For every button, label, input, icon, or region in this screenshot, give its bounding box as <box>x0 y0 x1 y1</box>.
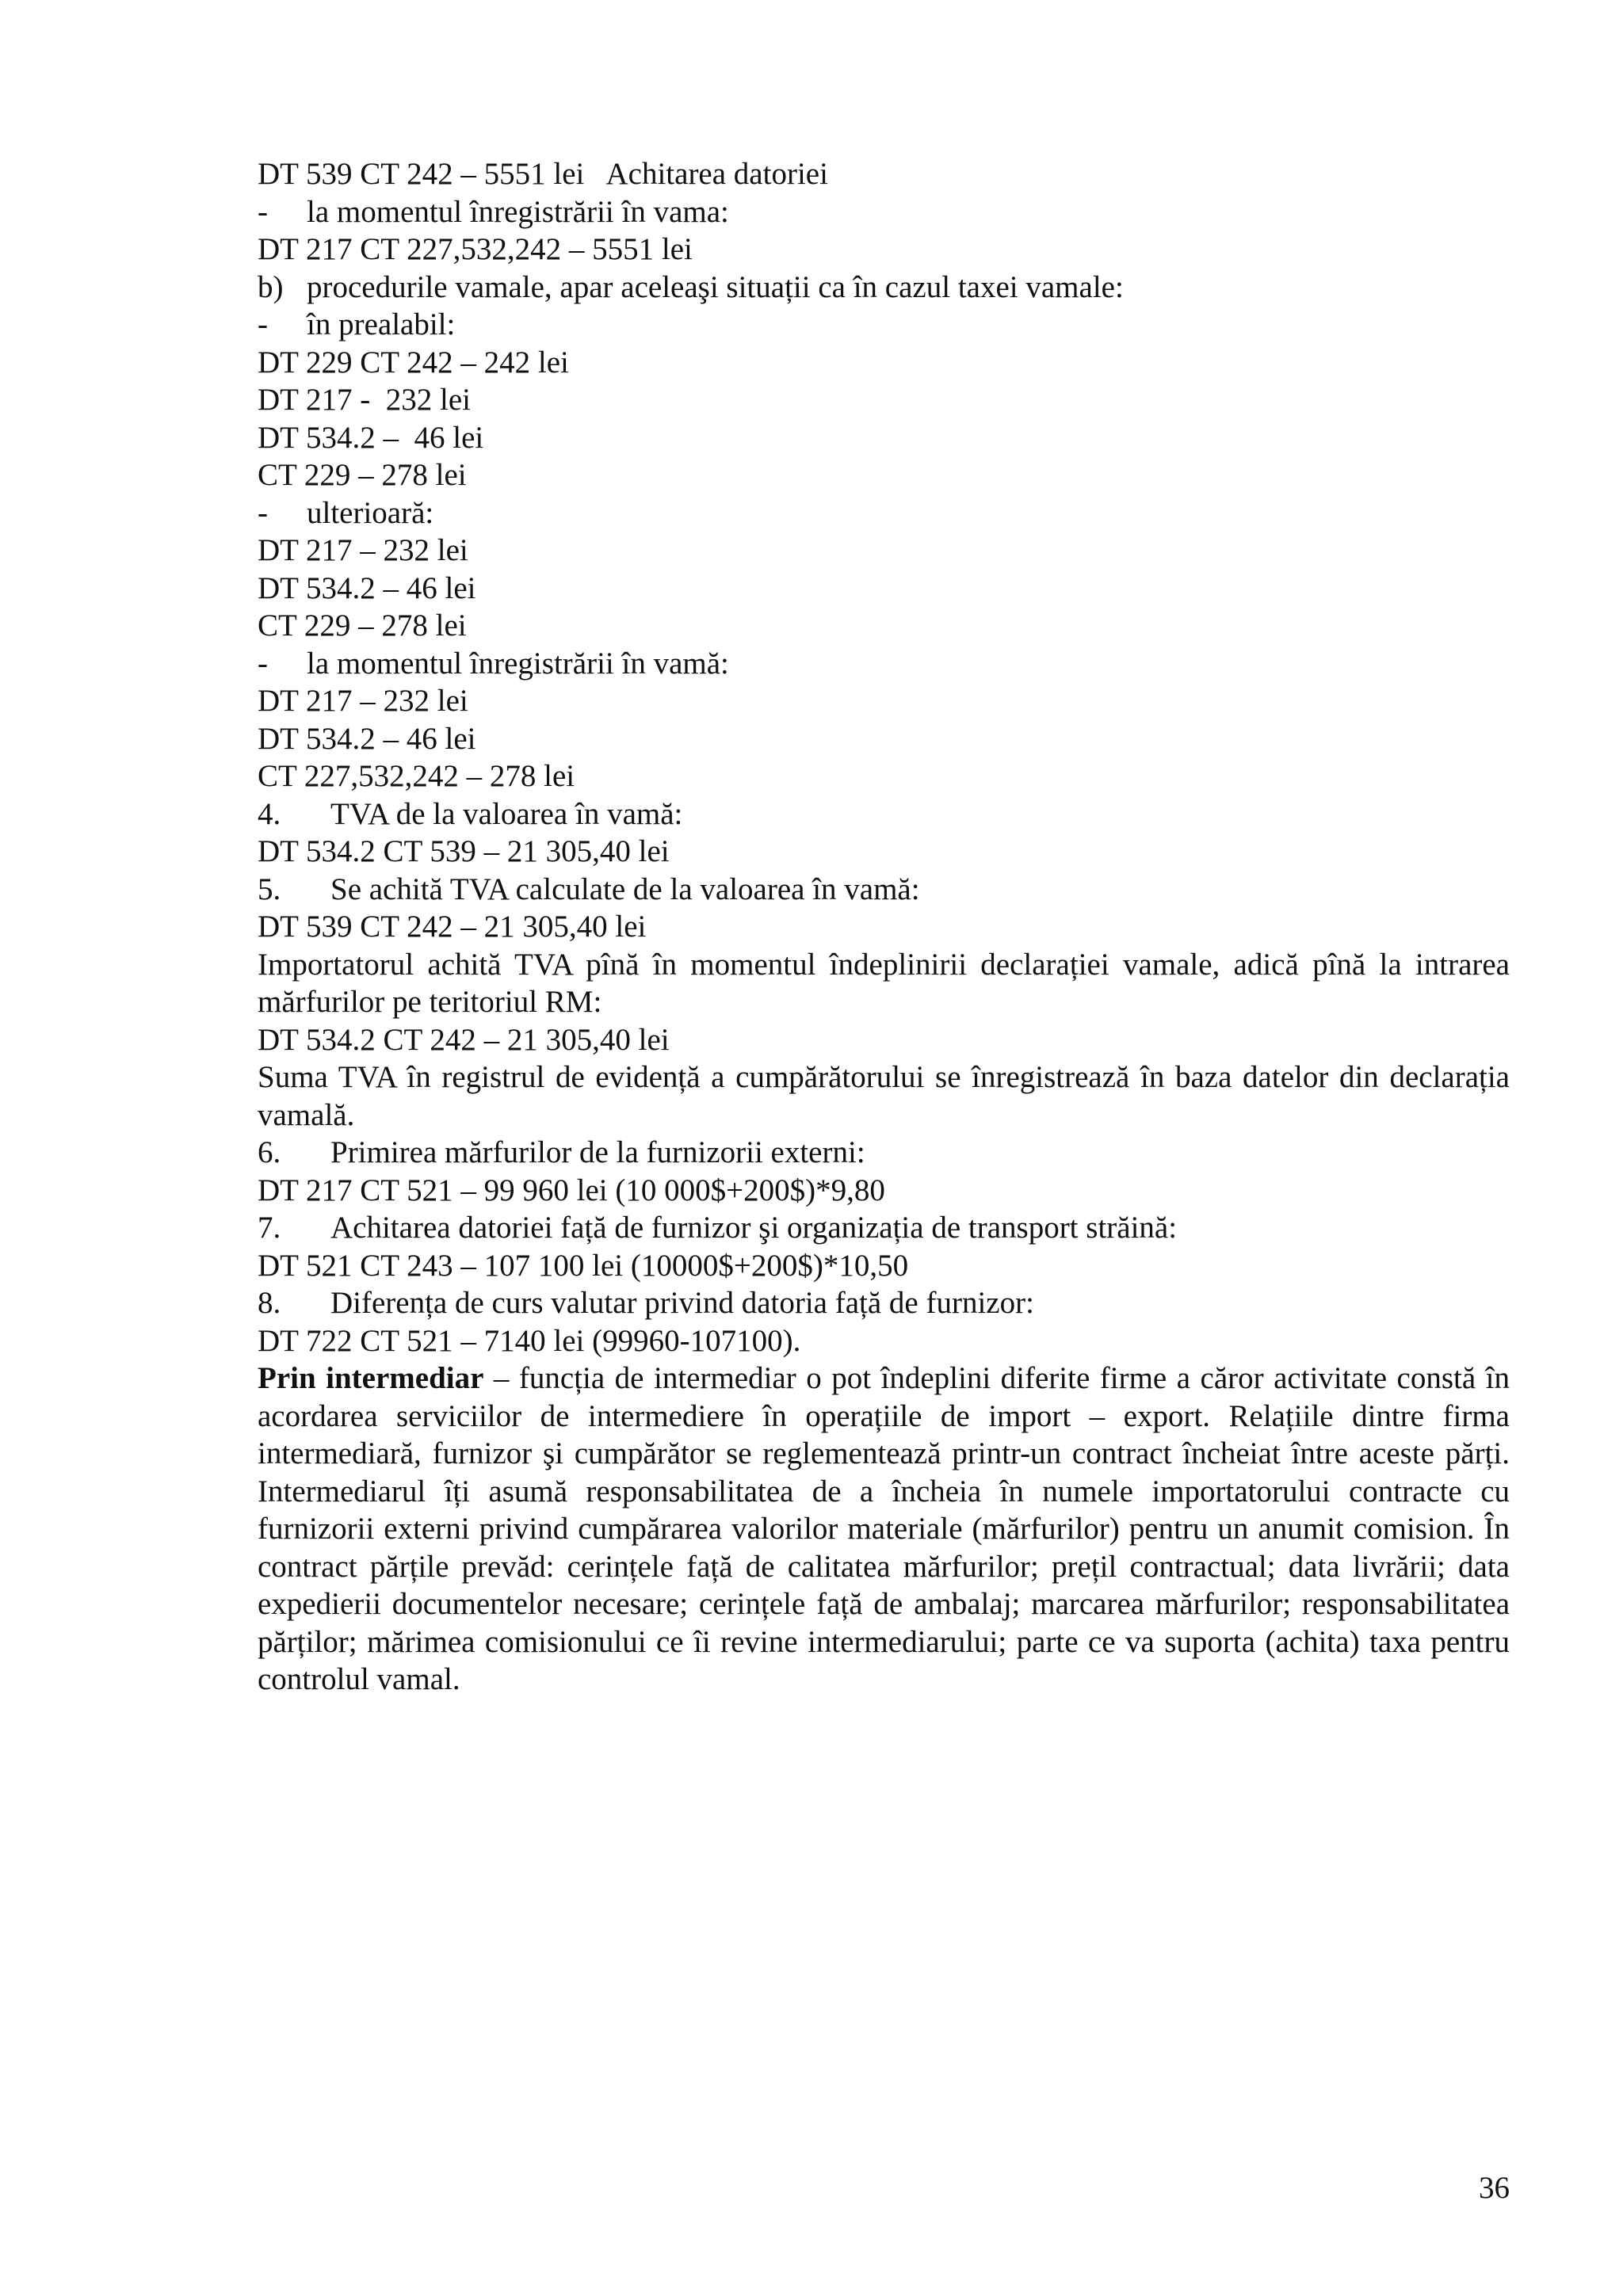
list-item <box>258 193 1510 231</box>
text-line: DT 722 CT 521 – 7140 lei (99960-107100). <box>258 1323 801 1358</box>
paragraph: Importatorul achită TVA pînă în momentul îndeplinirii declarației vamale, adică pînă la intrarea mărfurilor pe teritoriul RM: <box>258 947 1510 1019</box>
text-line: DT 539 CT 242 – 5551 lei Achitarea datoriei <box>258 157 828 191</box>
letter-marker: b) <box>258 269 284 304</box>
list-item-text: la momentul înregistrării în vama: <box>307 194 729 229</box>
text-line: DT 539 CT 242 – 21 305,40 lei <box>258 910 647 944</box>
text-line: DT 217 - 232 lei <box>258 383 472 417</box>
list-item <box>258 494 1510 532</box>
text-line: DT 217 CT 521 – 99 960 lei (10 000$+200$)*9,80 <box>258 1173 885 1207</box>
numbered-item-text: Achitarea datoriei față de furnizor şi organizația de transport străină: <box>330 1211 1178 1245</box>
numbered-item <box>258 871 1510 909</box>
paragraph-text: – funcția de intermediar o pot îndeplini diferite firme a căror activitate constă în acordarea serviciilor de intermediere în operațiile de import – export. Relațiile dintre firma intermediară, furnizor şi cumpărător se reglementează printr-un contract încheiat între aceste părți. Intermediarul îți asumă responsabilitatea de a încheia în numele importatorului contracte cu furnizorii externi privind cumpărarea valorilor materiale (mărfurilor) pentru un anumit comision. În contract părțile prevăd: cerințele față de calitatea mărfurilor; prețil contractual; data livrării; data expedierii documentelor necesare; cerințele față de ambalaj; marcarea mărfurilor; responsabilitatea părților; mărimea comisionului ce îi revine intermediarului; parte ce va suporta (achita) taxa pentru controlul vamal. <box>258 1361 1510 1696</box>
number-marker: 7. <box>258 1211 281 1245</box>
text-line: CT 227,532,242 – 278 lei <box>258 759 575 793</box>
text-line: CT 229 – 278 lei <box>258 458 467 492</box>
text-line: CT 229 – 278 lei <box>258 608 467 643</box>
dash-marker: - <box>258 646 268 681</box>
list-item-text: în prealabil: <box>307 307 456 341</box>
text-line: DT 534.2 – 46 lei <box>258 721 476 756</box>
numbered-item-text: Diferența de curs valutar privind datoria față de furnizor: <box>330 1286 1034 1320</box>
dash-marker: - <box>258 495 268 530</box>
dash-marker: - <box>258 307 268 341</box>
number-marker: 6. <box>258 1135 281 1169</box>
text-line: DT 217 – 232 lei <box>258 684 468 718</box>
list-item <box>258 306 1510 344</box>
list-item-text: procedurile vamale, apar aceleaşi situații ca în cazul taxei vamale: <box>307 269 1124 304</box>
text-line: DT 534.2 CT 242 – 21 305,40 lei <box>258 1022 670 1057</box>
list-item <box>258 269 1510 307</box>
number-marker: 8. <box>258 1286 281 1320</box>
list-item-text: ulterioară: <box>307 495 434 530</box>
number-marker: 4. <box>258 796 281 831</box>
text-line: DT 229 CT 242 – 242 lei <box>258 345 569 379</box>
page-body <box>258 155 1510 1699</box>
numbered-item <box>258 1284 1510 1322</box>
number-marker: 5. <box>258 871 281 906</box>
list-item <box>258 645 1510 683</box>
numbered-item <box>258 1209 1510 1247</box>
numbered-item <box>258 1134 1510 1172</box>
numbered-item <box>258 795 1510 833</box>
dash-marker: - <box>258 194 268 229</box>
intermediary-paragraph <box>258 1360 1510 1699</box>
numbered-item-text: TVA de la valoarea în vamă: <box>330 796 683 831</box>
text-line: DT 217 – 232 lei <box>258 533 468 567</box>
text-line: DT 217 CT 227,532,242 – 5551 lei <box>258 232 693 266</box>
numbered-item-text: Primirea mărfurilor de la furnizorii externi: <box>330 1135 865 1169</box>
text-line: DT 534.2 – 46 lei <box>258 420 484 455</box>
text-line: DT 534.2 – 46 lei <box>258 570 476 605</box>
text-line: DT 521 CT 243 – 107 100 lei (10000$+200$)*10,50 <box>258 1248 909 1283</box>
list-item-text: la momentul înregistrării în vamă: <box>307 646 729 681</box>
numbered-item-text: Se achită TVA calculate de la valoarea în vamă: <box>330 871 920 906</box>
paragraph: Suma TVA în registrul de evidență a cumpărătorului se înregistrează în baza datelor din declarația vamală. <box>258 1060 1510 1132</box>
text-line: DT 534.2 CT 539 – 21 305,40 lei <box>258 834 670 868</box>
bold-lead: Prin intermediar <box>258 1361 484 1395</box>
page-number: 36 <box>1479 2171 1510 2205</box>
